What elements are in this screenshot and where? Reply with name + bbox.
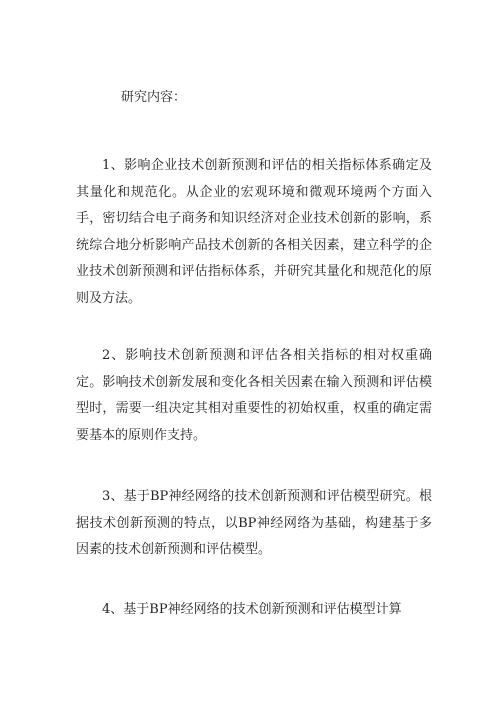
section-heading: 研究内容： bbox=[121, 90, 187, 105]
paragraph-item-3: 3、基于BP神经网络的技术创新预测和评估模型研究。根据技术创新预测的特点，以BP神经网络为基础，构建基于多因素的技术创新预测和评估模型。 bbox=[76, 489, 432, 558]
paragraph-item-4: 4、基于BP神经网络的技术创新预测和评估模型计算 bbox=[102, 602, 402, 617]
paragraph-item-1: 1、影响企业技术创新预测和评估的相关指标体系确定及其量化和规范化。从企业的宏观环境和微观环境两个方面入手，密切结合电子商务和知识经济对企业技术创新的影响，系统综合地分析影响产品技术创新的各相关因素，建立科学的企业技术创新预测和评估指标体系，并研究其量化和规范化的原则及方法。 bbox=[76, 158, 432, 306]
paragraph-item-2: 2、影响技术创新预测和评估各相关指标的相对权重确定。影响技术创新发展和变化各相关因素在输入预测和评估模型时，需要一组决定其相对重要性的初始权重，权重的确定需要基本的原则作支持。 bbox=[76, 348, 432, 443]
